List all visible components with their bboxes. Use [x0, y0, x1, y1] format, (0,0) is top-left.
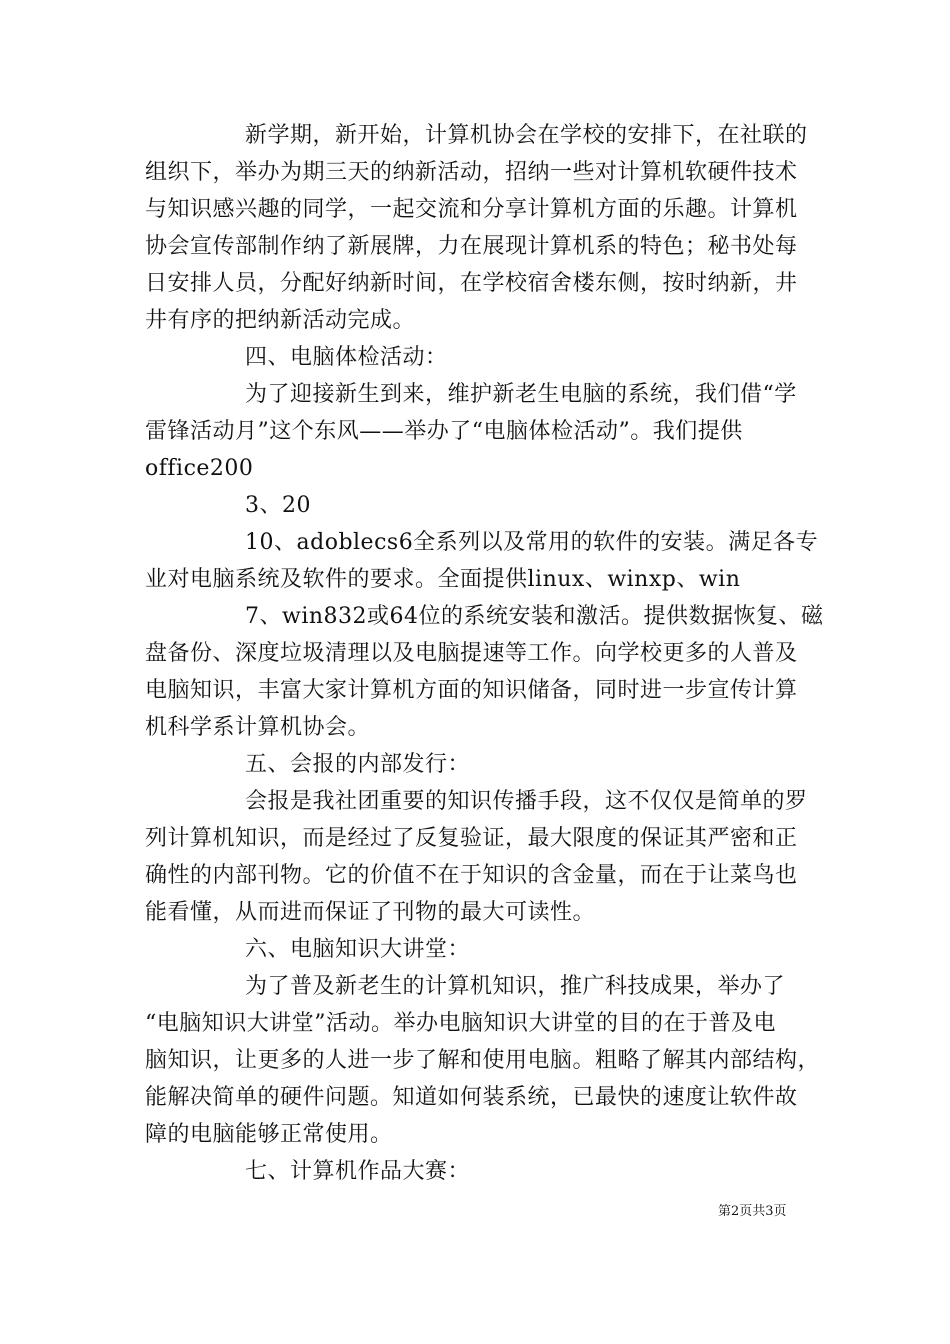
paragraph-line: 为了普及新老生的计算机知识，推广科技成果，举办了 [245, 974, 786, 999]
paragraph-line: 脑知识，让更多的人进一步了解和使用电脑。粗略了解其内部结构， [145, 1048, 821, 1073]
paragraph-line: “电脑知识大讲堂”活动。举办电脑知识大讲堂的目的在于普及电 [145, 1011, 776, 1036]
paragraph-line: 会报是我社团重要的知识传播手段，这不仅仅是简单的罗 [245, 789, 808, 814]
paragraph-line: 机科学系计算机协会。 [145, 715, 371, 740]
section-heading: 五、会报的内部发行： [245, 752, 471, 777]
section-heading: 四、电脑体检活动： [245, 345, 448, 370]
paragraph-line: 能解决简单的硬件问题。知道如何装系统，已最快的速度让软件故 [145, 1085, 798, 1110]
paragraph-line: 与知识感兴趣的同学，一起交流和分享计算机方面的乐趣。计算机 [145, 197, 798, 222]
paragraph-line: 井有序的把纳新活动完成。 [145, 308, 416, 333]
paragraph-line: 日安排人员，分配好纳新时间，在学校宿舍楼东侧，按时纳新，井 [145, 271, 798, 296]
paragraph-line: 列计算机知识，而是经过了反复验证，最大限度的保证其严密和正 [145, 826, 798, 851]
paragraph-line: 7、win832或64位的系统安装和激活。提供数据恢复、磁 [245, 604, 824, 629]
paragraph-line: 电脑知识，丰富大家计算机方面的知识储备，同时进一步宣传计算 [145, 678, 798, 703]
paragraph-line: 雷锋活动月”这个东风——举办了“电脑体检活动”。我们提供 [145, 419, 743, 444]
paragraph-line: 确性的内部刊物。它的价值不在于知识的含金量，而在于让菜鸟也 [145, 863, 798, 888]
paragraph-line: 新学期，新开始，计算机协会在学校的安排下，在社联的 [245, 123, 808, 148]
paragraph-line: 为了迎接新生到来，维护新老生电脑的系统，我们借“学 [245, 382, 797, 407]
paragraph-line: 业对电脑系统及软件的要求。全面提供linux、winxp、win [145, 567, 741, 592]
paragraph-line: 能看懂，从而进而保证了刊物的最大可读性。 [145, 900, 596, 925]
paragraph-line: 盘备份、深度垃圾清理以及电脑提速等工作。向学校更多的人普及 [145, 641, 798, 666]
paragraph-line: 协会宣传部制作纳了新展牌，力在展现计算机系的特色；秘书处每 [145, 234, 798, 259]
paragraph-line: office200 [145, 456, 254, 481]
paragraph-line: 组织下，举办为期三天的纳新活动，招纳一些对计算机软硬件技术 [145, 160, 798, 185]
paragraph-line: 障的电脑能够正常使用。 [145, 1122, 393, 1147]
paragraph-line: 10、adoblecs6全系列以及常用的软件的安装。满足各专 [245, 530, 819, 555]
page-number: 第2页共3页 [718, 1204, 787, 1219]
paragraph-line: 3、20 [245, 493, 311, 518]
section-heading: 六、电脑知识大讲堂： [245, 937, 471, 962]
section-heading: 七、计算机作品大赛： [245, 1159, 471, 1184]
